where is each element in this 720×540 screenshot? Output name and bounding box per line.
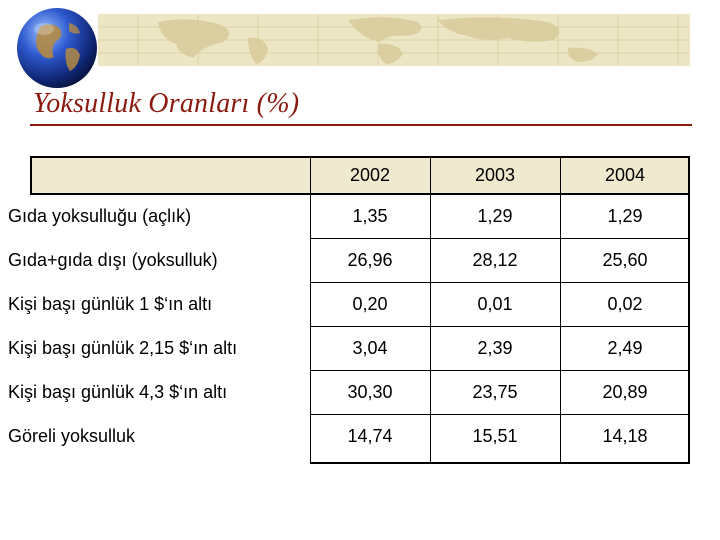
table-cell: 1,29: [607, 205, 643, 226]
column-header-2003: 2003: [474, 164, 516, 185]
column-header-2004: 2004: [604, 164, 646, 185]
world-map-pattern: [98, 14, 690, 66]
table-cell: 1,29: [477, 205, 513, 226]
row-label: Gıda+gıda dışı (yoksulluk): [8, 249, 218, 270]
table-cell: 14,18: [602, 425, 648, 446]
table-cell: 0,02: [607, 293, 643, 314]
row-label: Gıda yoksulluğu (açlık): [8, 205, 192, 226]
poverty-rates-table: [8, 156, 690, 464]
table-cell: 2,39: [477, 337, 513, 358]
table-cell: 28,12: [472, 249, 518, 270]
table-cell: 30,30: [347, 381, 393, 402]
row-label: Kişi başı günlük 2,15 $‘ın altı: [8, 337, 238, 358]
row-label: Kişi başı günlük 4,3 $‘ın altı: [8, 381, 228, 402]
table-cell: 3,04: [352, 337, 388, 358]
table-cell: 23,75: [472, 381, 518, 402]
map-banner: [98, 14, 690, 66]
table-cell: 26,96: [347, 249, 393, 270]
table-cell: 25,60: [602, 249, 648, 270]
table-cell: 0,01: [477, 293, 513, 314]
table-bottom-border: [310, 462, 690, 464]
title-underline: [30, 124, 692, 126]
table-cell: 15,51: [472, 425, 518, 446]
row-label: Göreli yoksulluk: [8, 425, 136, 446]
globe-icon: [14, 5, 100, 91]
table-cell: 20,89: [602, 381, 648, 402]
table-cell: 0,20: [352, 293, 388, 314]
header-empty-cell: [30, 156, 310, 194]
table-cell: 14,74: [347, 425, 393, 446]
table-cell: 1,35: [352, 205, 388, 226]
table-cell: 2,49: [607, 337, 643, 358]
slide-title: Yoksulluk Oranları (%): [33, 88, 300, 119]
row-label: Kişi başı günlük 1 $‘ın altı: [8, 293, 213, 314]
column-header-2002: 2002: [349, 164, 391, 185]
